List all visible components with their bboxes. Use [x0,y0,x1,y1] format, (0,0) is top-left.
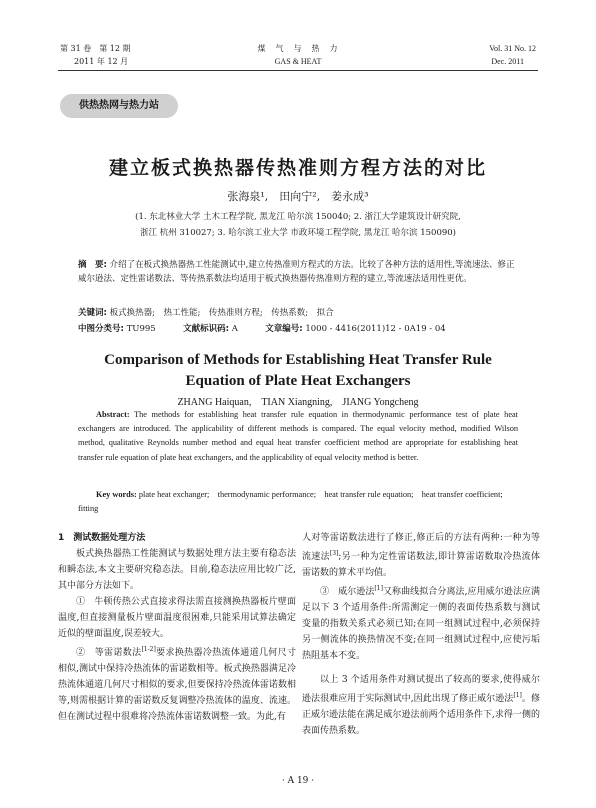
paragraph-text: ③ 威尔逊法 [320,587,375,597]
paper-title-cn: 建立板式换热器传热准则方程方法的对比 [108,157,487,179]
header-volume-issue-cn: 第 31 卷 第 12 期 [60,44,131,53]
section-1-heading: 1 测试数据处理方法 [58,533,146,543]
page-number: · A 19 · [281,776,315,786]
paragraph-text: ;另一种为定性雷诺数法,即计算雷诺数取冷热流体雷诺数的算术平均值。 [302,552,540,578]
keywords-cn-text: 板式换热器; 热工性能; 传热准则方程; 传热系数; 拟合 [109,308,334,318]
body-paragraph [302,672,540,739]
header-volume-issue-en: Vol. 31 No. 12 [489,44,536,53]
section-tab: 供热热网与热力站 [60,94,178,118]
body-right-column [302,530,540,739]
paragraph-text: 以上 3 个适用条件对测试提出了较高的要求,使得威尔逊法很难应用于实际测试中,因此出现了修正威尔逊法 [302,675,540,704]
paragraph-text: 要求换热器冷热流体通道几何尺寸相似,测试中保持冷热流体的雷诺数相等。板式换热器满足冷热流体通道几何尺寸相似的要求,但要保持冷热流体雷诺数相等,则需根据计算的雷诺数反复调整冷热流体的温度、流速。但在测试过程中很难将冷热流体雷诺数调整一致。为此,有 [58,648,296,722]
affiliation-line-1: (1. 东北林业大学 土木工程学院, 黑龙江 哈尔滨 150040; 2. 浙江大学建筑设计研究院, [135,212,461,222]
citation-ref: [1-2] [141,646,156,653]
body-paragraph: ① 牛顿传热公式直接求得法需直接测换热器板片壁面温度,但直接测量板片壁面温度很困难,只能采用试算法确定近似的壁面温度,误差较大。 [58,597,296,639]
paragraph-text: 又称曲线拟合分离法,应用威尔逊法应满足以下 3 个适用条件:所需测定一侧的表面传热系数与测试变量的指数关系式必须已知;在同一组测试过程中,必须保持另一侧流体的换热情况不变;在同一组测试过程中,应使污垢热阻基本不变。 [302,587,540,661]
abstract-cn-label: 摘 要: [78,260,107,270]
header-journal-cn: 煤 气 与 热 力 [257,44,339,53]
citation-ref: [1] [513,692,522,699]
doc-code-label: 文献标识码: [183,324,229,334]
paper-title-en-line-1: Comparison of Methods for Establishing Heat Transfer Rule [104,352,492,368]
authors-en: ZHANG Haiquan, TIAN Xiangning, JIANG Yongcheng [177,397,419,408]
affiliation-line-2: 浙江 杭州 310027; 3. 哈尔滨工业大学 市政环境工程学院, 黑龙江 哈尔滨 150090) [139,228,456,238]
clc-label: 中图分类号: [78,324,124,334]
paper-title-en-line-2: Equation of Plate Heat Exchangers [185,373,411,389]
doc-code-value: A [231,324,238,334]
keywords-cn [78,306,518,320]
keywords-cn-label: 关键词: [78,308,107,318]
article-no-label: 文章编号: [265,324,303,334]
body-paragraph [302,581,540,664]
abstract-en [78,408,518,465]
paragraph-text: ② 等雷诺数法 [76,648,142,658]
abstract-cn-text: 介绍了在板式换热器热工性能测试中,建立传热准则方程式的方法。比较了各种方法的适用性,等流速法、修正威尔逊法、定性雷诺数法、等传热系数法均适用于板式换热器传热准则方程的建立,等流速法适用性更优。 [78,260,515,284]
citation-ref: [3] [329,550,339,557]
body-paragraph [58,642,296,725]
keywords-en-text: plate heat exchanger; thermodynamic performance; heat transfer rule equation; heat transfer coefficient; fitting [78,490,512,514]
citation-ref: [1] [374,585,383,592]
authors-cn: 张海泉¹, 田向宁², 姜永成³ [227,190,369,203]
keywords-en-label: Key words: [96,490,137,499]
header-date-cn: 2011 年 12 月 [74,57,129,66]
body-paragraph [302,530,540,581]
classification-line [78,322,518,336]
paragraph-text: 。修正威尔逊法能在满足威尔逊法前两个适用条件下,求得一侧的表面传热系数。 [302,694,540,736]
header-rule [58,70,538,71]
header-journal-en: GAS & HEAT [274,57,322,66]
header-date-en: Dec. 2011 [491,57,524,66]
body-paragraph: 板式换热器热工性能测试与数据处理方法主要有稳态法和瞬态法,本文主要研究稳态法。目前,稳态法应用比较广泛,其中部分方法如下。 [58,549,296,591]
abstract-cn [78,258,518,286]
abstract-en-label: Abstract: [96,410,130,419]
clc-value: TU995 [126,324,156,334]
abstract-en-text: The methods for establishing heat transfer rule equation in thermodynamic performance test of plate heat exchangers are introduced. The applicability of different methods is compared. The equal velocity method, modified Wilson method, qualitative Reynolds number method and equal heat transfer coefficient method are appropriate for establishing heat transfer rule equation of plate heat exchangers, and the applicability of equal velocity method is better. [78,410,518,462]
article-no-value: 1000 - 4416(2011)12 - 0A19 - 04 [305,324,446,334]
paragraph-text: 人对等雷诺数法进行了修正,修正后的方法有两种:一种为等流速法 [302,533,540,562]
keywords-en [78,488,518,516]
body-left-column [58,530,296,725]
